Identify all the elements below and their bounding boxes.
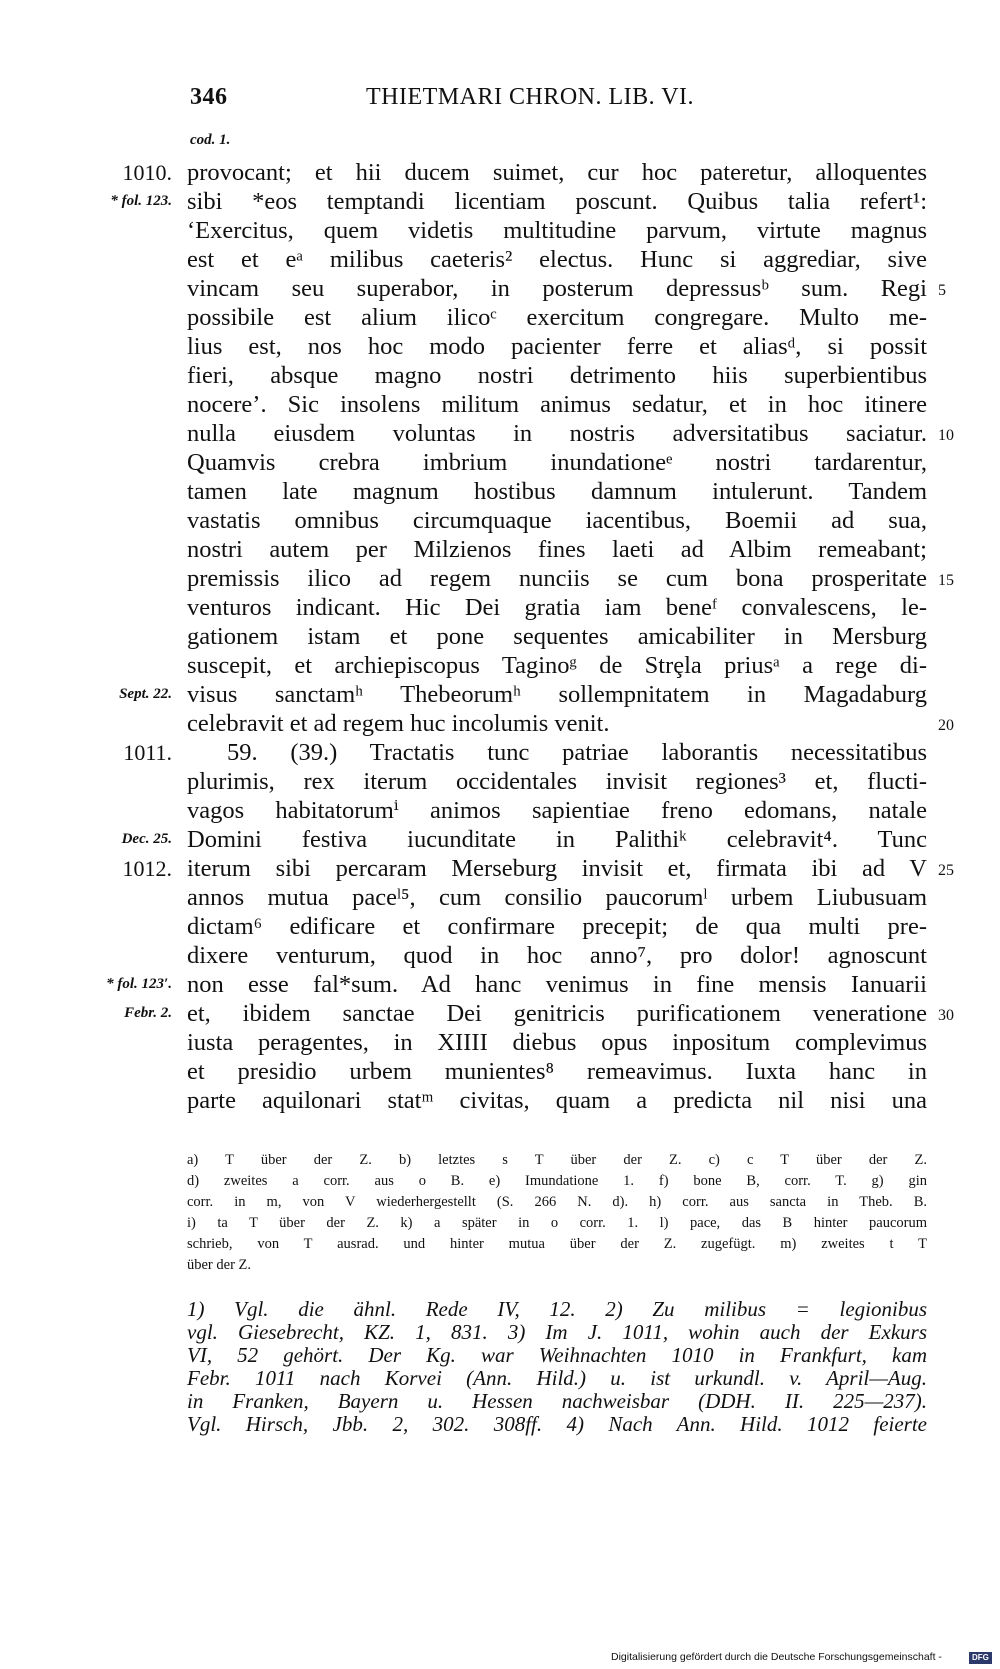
line-number: 5 bbox=[938, 282, 946, 299]
line-text: provocant; et hii ducem suimet, cur hoc pateretur, alloquentes bbox=[187, 159, 927, 186]
text-line bbox=[0, 767, 1000, 796]
dfg-logo: DFG bbox=[969, 1652, 992, 1664]
text-line bbox=[0, 912, 1000, 941]
codex-note: cod. 1. bbox=[190, 132, 231, 148]
line-text: nostri autem per Milzienos fines laeti ad Albim remeabant; bbox=[187, 536, 927, 563]
line-text: premissis ilico ad regem nunciis se cum bona prosperitate bbox=[187, 565, 927, 592]
line-text: vincam seu superabor, in posterum depressusᵇ sum. Regi bbox=[187, 275, 927, 302]
line-text: suscepit, et archiepiscopus Taginoᵍ de Strȩla priusᵃ a rege di- bbox=[187, 652, 927, 679]
line-text: et, ibidem sanctae Dei genitricis purificationem veneratione bbox=[187, 1000, 927, 1027]
margin-note: Febr. 2. bbox=[124, 1005, 172, 1021]
footnote-line: vgl. Giesebrecht, KZ. 1, 831. 3) Im J. 1011, wohin auch der Exkurs bbox=[187, 1320, 927, 1344]
text-line bbox=[0, 158, 1000, 187]
text-line bbox=[0, 825, 1000, 854]
text-line bbox=[0, 332, 1000, 361]
text-line bbox=[0, 448, 1000, 477]
text-line bbox=[0, 187, 1000, 216]
digitization-credit: Digitalisierung gefördert durch die Deutsche Forschungsgemeinschaft - bbox=[611, 1651, 942, 1663]
text-line bbox=[0, 999, 1000, 1028]
line-text: venturos indicant. Hic Dei gratia iam beneᶠ convalescens, le- bbox=[187, 594, 927, 621]
text-line bbox=[0, 854, 1000, 883]
margin-note: 1010. bbox=[122, 160, 172, 185]
footnote-line: 1) Vgl. die ähnl. Rede IV, 12. 2) Zu milibus = legionibus bbox=[187, 1297, 927, 1321]
critical-note-line: a) T über der Z. b) letztes s T über der Z. c) c T über der Z. bbox=[187, 1152, 927, 1168]
text-line bbox=[0, 477, 1000, 506]
line-number: 20 bbox=[938, 717, 954, 734]
critical-note-line: corr. in m, von V wiederhergestellt (S. 266 N. d). h) corr. aus sancta in Theb. B. bbox=[187, 1194, 927, 1210]
text-line bbox=[0, 796, 1000, 825]
margin-note: Sept. 22. bbox=[119, 686, 172, 702]
line-number: 25 bbox=[938, 862, 954, 879]
margin-note: Dec. 25. bbox=[121, 831, 172, 847]
footnote-line: Febr. 1011 nach Korvei (Ann. Hild.) u. ist urkundl. v. April—Aug. bbox=[187, 1366, 927, 1390]
line-text: est et eᵃ milibus caeteris² electus. Hunc si aggrediar, sive bbox=[187, 246, 927, 273]
main-text bbox=[0, 158, 1000, 1115]
line-text: Quamvis crebra imbrium inundationeᵉ nostri tardarentur, bbox=[187, 449, 927, 476]
line-text: annos mutua paceˡ⁵, cum consilio paucorumˡ urbem Liubusuam bbox=[187, 884, 927, 911]
line-text: 59. (39.) Tractatis tunc patriae laborantis necessitatibus bbox=[227, 739, 927, 766]
text-line bbox=[0, 1057, 1000, 1086]
text-line bbox=[0, 680, 1000, 709]
margin-note: 1012. bbox=[122, 856, 172, 881]
text-line bbox=[0, 535, 1000, 564]
footnote-line: Vgl. Hirsch, Jbb. 2, 302. 308ff. 4) Nach Ann. Hild. 1012 feierte bbox=[187, 1412, 927, 1436]
text-line bbox=[0, 970, 1000, 999]
line-number: 30 bbox=[938, 1007, 954, 1024]
text-line bbox=[0, 651, 1000, 680]
text-line bbox=[0, 1086, 1000, 1115]
margin-note: 1011. bbox=[123, 740, 172, 765]
text-line bbox=[0, 593, 1000, 622]
text-line bbox=[0, 419, 1000, 448]
line-text: dixere venturum, quod in hoc anno⁷, pro dolor! agnoscunt bbox=[187, 942, 927, 969]
line-text: ‘Exercitus, quem videtis multitudine parvum, virtute magnus bbox=[187, 217, 927, 244]
text-line bbox=[0, 506, 1000, 535]
margin-note: * fol. 123′. bbox=[106, 976, 172, 992]
line-text: vagos habitatorumⁱ animos sapientiae freno edomans, natale bbox=[187, 797, 927, 824]
text-line bbox=[0, 622, 1000, 651]
critical-note-line: i) ta T über der Z. k) a später in o corr. 1. l) pace, das B hinter paucorum bbox=[187, 1215, 927, 1231]
margin-note: * fol. 123. bbox=[110, 193, 172, 209]
line-number: 10 bbox=[938, 427, 954, 444]
text-line bbox=[0, 245, 1000, 274]
line-text: tamen late magnum hostibus damnum intulerunt. Tandem bbox=[187, 478, 927, 505]
text-line bbox=[0, 564, 1000, 593]
text-line bbox=[0, 216, 1000, 245]
line-text: parte aquilonari statᵐ civitas, quam a predicta nil nisi una bbox=[187, 1087, 927, 1114]
line-text: iusta peragentes, in XIIII diebus opus inpositum complevimus bbox=[187, 1029, 927, 1056]
footnote-line: in Franken, Bayern u. Hessen nachweisbar (DDH. II. 225—237). bbox=[187, 1389, 927, 1413]
line-text: sibi *eos temptandi licentiam poscunt. Quibus talia refert¹: bbox=[187, 188, 927, 215]
footnote-line: VI, 52 gehört. Der Kg. war Weihnachten 1010 in Frankfurt, kam bbox=[187, 1343, 927, 1367]
text-line bbox=[0, 390, 1000, 419]
text-line bbox=[0, 709, 1000, 738]
critical-note-line: d) zweites a corr. aus o B. e) Imundatione 1. f) bone B, corr. T. g) gin bbox=[187, 1173, 927, 1189]
page-number: 346 bbox=[190, 84, 228, 110]
line-text: dictam⁶ edificare et confirmare precepit; de qua multi pre- bbox=[187, 913, 927, 940]
footnotes bbox=[187, 1298, 927, 1436]
critical-note-line: schrieb, von T ausrad. und hinter mutua über der Z. zugefügt. m) zweites t T bbox=[187, 1236, 927, 1252]
line-text: vastatis omnibus circumquaque iacentibus, Boemii ad sua, bbox=[187, 507, 927, 534]
line-text: nulla eiusdem voluntas in nostris adversitatibus saciatur. bbox=[187, 420, 927, 447]
line-text: gationem istam et pone sequentes amicabiliter in Mersburg bbox=[187, 623, 927, 650]
line-text: visus sanctamʰ Thebeorumʰ sollempnitatem in Magadaburg bbox=[187, 681, 927, 708]
line-text: iterum sibi percaram Merseburg invisit et, firmata ibi ad V bbox=[187, 855, 927, 882]
line-text: nocere’. Sic insolens militum animus sedatur, et in hoc itinere bbox=[187, 391, 927, 418]
text-line bbox=[0, 941, 1000, 970]
line-text: et presidio urbem munientes⁸ remeavimus. Iuxta hanc in bbox=[187, 1058, 927, 1085]
text-line bbox=[0, 274, 1000, 303]
line-text: plurimis, rex iterum occidentales invisit regiones³ et, flucti- bbox=[187, 768, 927, 795]
critical-apparatus bbox=[187, 1150, 927, 1276]
line-text: non esse fal*sum. Ad hanc venimus in fine mensis Ianuarii bbox=[187, 971, 927, 998]
line-text: possibile est alium ilicoᶜ exercitum congregare. Multo me- bbox=[187, 304, 927, 331]
text-line bbox=[0, 361, 1000, 390]
running-title: THIETMARI CHRON. LIB. VI. bbox=[366, 84, 695, 110]
text-line bbox=[0, 1028, 1000, 1057]
critical-note-line: über der Z. bbox=[187, 1257, 252, 1273]
line-text: Domini festiva iucunditate in Palithiᵏ celebravit⁴. Tunc bbox=[187, 826, 927, 853]
text-line bbox=[0, 883, 1000, 912]
line-number: 15 bbox=[938, 572, 954, 589]
text-line bbox=[0, 303, 1000, 332]
text-line bbox=[0, 738, 1000, 767]
line-text: celebravit et ad regem huc incolumis venit. bbox=[187, 710, 610, 737]
line-text: fieri, absque magno nostri detrimento hiis superbientibus bbox=[187, 362, 927, 389]
line-text: lius est, nos hoc modo pacienter ferre et aliasᵈ, si possit bbox=[187, 333, 927, 360]
